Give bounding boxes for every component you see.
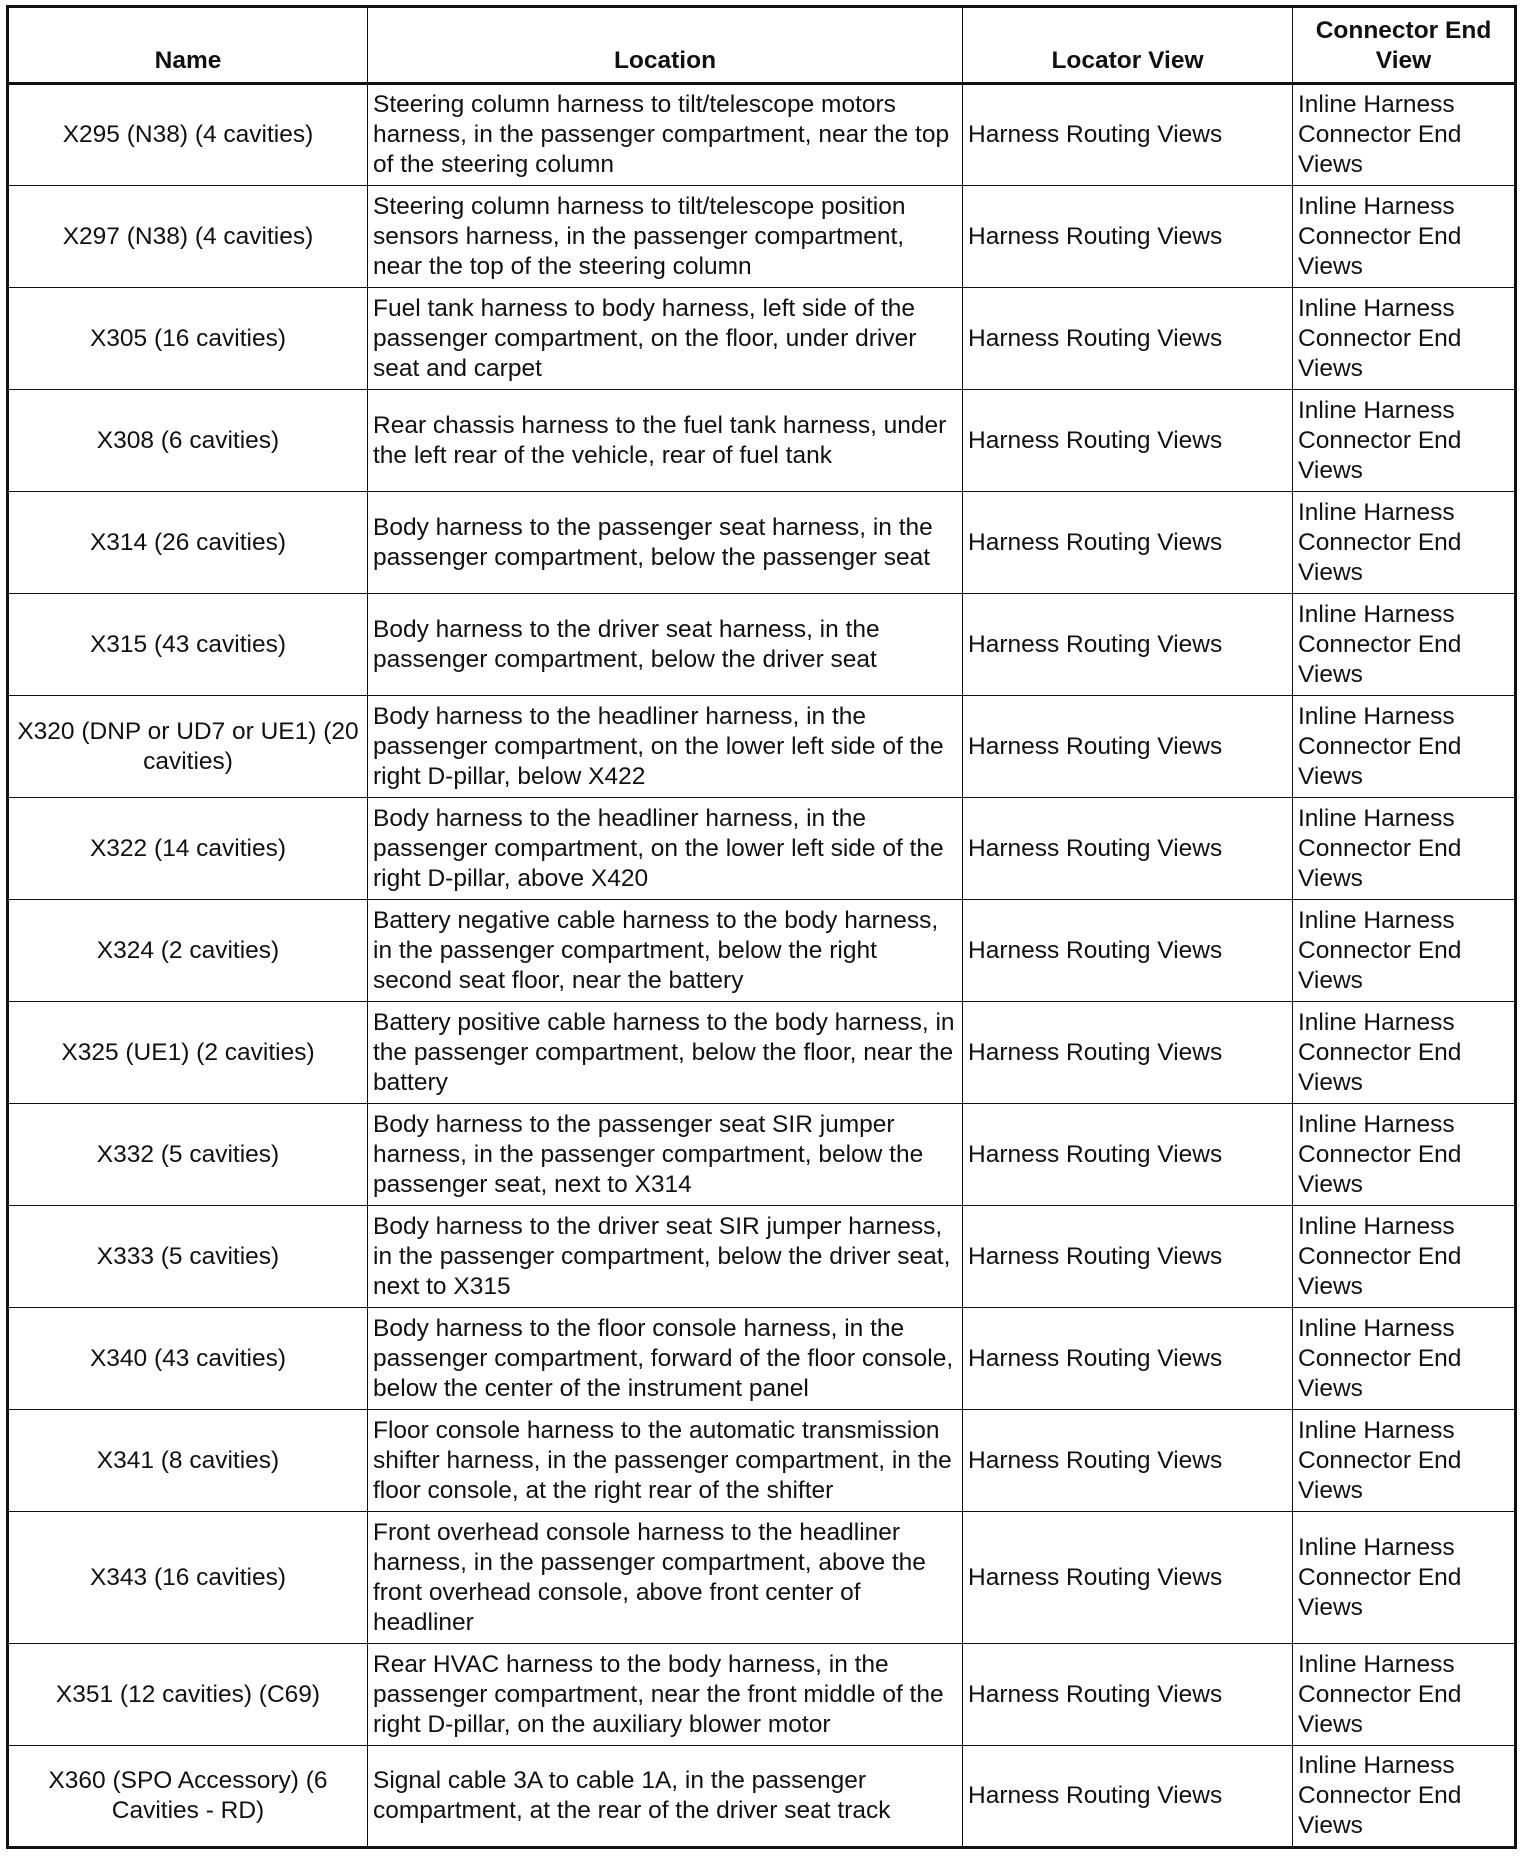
cell-locator-view[interactable]: Harness Routing Views (963, 1308, 1293, 1410)
cell-name: X324 (2 cavities) (8, 900, 368, 1002)
cell-name: X325 (UE1) (2 cavities) (8, 1002, 368, 1104)
cell-locator-view[interactable]: Harness Routing Views (963, 696, 1293, 798)
connector-table-container (6, 5, 1517, 1849)
cell-location: Body harness to the driver seat harness, in the passenger compartment, below the driver seat (368, 594, 963, 696)
cell-locator-view[interactable]: Harness Routing Views (963, 1410, 1293, 1512)
cell-name: X340 (43 cavities) (8, 1308, 368, 1410)
cell-locator-view[interactable]: Harness Routing Views (963, 390, 1293, 492)
cell-name: X332 (5 cavities) (8, 1104, 368, 1206)
cell-connector-end-view[interactable]: Inline Harness Connector End Views (1293, 186, 1516, 288)
cell-location: Fuel tank harness to body harness, left side of the passenger compartment, on the floor, under driver seat and carpet (368, 288, 963, 390)
cell-location: Body harness to the passenger seat SIR jumper harness, in the passenger compartment, below the passenger seat, next to X314 (368, 1104, 963, 1206)
cell-location: Rear chassis harness to the fuel tank harness, under the left rear of the vehicle, rear of fuel tank (368, 390, 963, 492)
cell-locator-view[interactable]: Harness Routing Views (963, 798, 1293, 900)
cell-connector-end-view[interactable]: Inline Harness Connector End Views (1293, 594, 1516, 696)
table-row (8, 1644, 1516, 1746)
cell-name: X343 (16 cavities) (8, 1512, 368, 1644)
cell-connector-end-view[interactable]: Inline Harness Connector End Views (1293, 492, 1516, 594)
cell-connector-end-view[interactable]: Inline Harness Connector End Views (1293, 1308, 1516, 1410)
header-name: Name (8, 7, 368, 84)
header-locator-view: Locator View (963, 7, 1293, 84)
cell-name: X305 (16 cavities) (8, 288, 368, 390)
cell-location: Body harness to the headliner harness, in the passenger compartment, on the lower left side of the right D-pillar, below X422 (368, 696, 963, 798)
cell-location: Front overhead console harness to the headliner harness, in the passenger compartment, above the front overhead console, above front center of headliner (368, 1512, 963, 1644)
cell-name: X315 (43 cavities) (8, 594, 368, 696)
table-header-row (8, 7, 1516, 84)
table-body (8, 84, 1516, 1848)
table-row (8, 1308, 1516, 1410)
cell-name: X360 (SPO Accessory) (6 Cavities - RD) (8, 1746, 368, 1848)
cell-name: X351 (12 cavities) (C69) (8, 1644, 368, 1746)
cell-location: Rear HVAC harness to the body harness, in the passenger compartment, near the front middle of the right D-pillar, on the auxiliary blower motor (368, 1644, 963, 1746)
cell-locator-view[interactable]: Harness Routing Views (963, 1104, 1293, 1206)
cell-name: X297 (N38) (4 cavities) (8, 186, 368, 288)
cell-location: Body harness to the floor console harness, in the passenger compartment, forward of the floor console, below the center of the instrument panel (368, 1308, 963, 1410)
cell-name: X314 (26 cavities) (8, 492, 368, 594)
cell-locator-view[interactable]: Harness Routing Views (963, 1002, 1293, 1104)
cell-connector-end-view[interactable]: Inline Harness Connector End Views (1293, 1206, 1516, 1308)
cell-connector-end-view[interactable]: Inline Harness Connector End Views (1293, 798, 1516, 900)
cell-connector-end-view[interactable]: Inline Harness Connector End Views (1293, 84, 1516, 186)
cell-name: X295 (N38) (4 cavities) (8, 84, 368, 186)
cell-location: Signal cable 3A to cable 1A, in the passenger compartment, at the rear of the driver seat track (368, 1746, 963, 1848)
header-connector-end-view: Connector End View (1293, 7, 1516, 84)
cell-connector-end-view[interactable]: Inline Harness Connector End Views (1293, 390, 1516, 492)
table-row (8, 1410, 1516, 1512)
cell-locator-view[interactable]: Harness Routing Views (963, 594, 1293, 696)
cell-locator-view[interactable]: Harness Routing Views (963, 492, 1293, 594)
cell-locator-view[interactable]: Harness Routing Views (963, 1512, 1293, 1644)
cell-connector-end-view[interactable]: Inline Harness Connector End Views (1293, 1512, 1516, 1644)
cell-locator-view[interactable]: Harness Routing Views (963, 1206, 1293, 1308)
table-row (8, 1746, 1516, 1848)
cell-locator-view[interactable]: Harness Routing Views (963, 288, 1293, 390)
cell-name: X308 (6 cavities) (8, 390, 368, 492)
cell-location: Body harness to the driver seat SIR jumper harness, in the passenger compartment, below the driver seat, next to X315 (368, 1206, 963, 1308)
cell-connector-end-view[interactable]: Inline Harness Connector End Views (1293, 696, 1516, 798)
connector-table (6, 5, 1517, 1849)
cell-locator-view[interactable]: Harness Routing Views (963, 186, 1293, 288)
table-row (8, 186, 1516, 288)
cell-name: X341 (8 cavities) (8, 1410, 368, 1512)
cell-connector-end-view[interactable]: Inline Harness Connector End Views (1293, 1002, 1516, 1104)
table-row (8, 696, 1516, 798)
cell-name: X322 (14 cavities) (8, 798, 368, 900)
table-row (8, 798, 1516, 900)
cell-location: Body harness to the headliner harness, in the passenger compartment, on the lower left side of the right D-pillar, above X420 (368, 798, 963, 900)
cell-connector-end-view[interactable]: Inline Harness Connector End Views (1293, 1104, 1516, 1206)
table-row (8, 1206, 1516, 1308)
cell-connector-end-view[interactable]: Inline Harness Connector End Views (1293, 288, 1516, 390)
cell-name: X320 (DNP or UD7 or UE1) (20 cavities) (8, 696, 368, 798)
cell-connector-end-view[interactable]: Inline Harness Connector End Views (1293, 1410, 1516, 1512)
table-row (8, 288, 1516, 390)
table-row (8, 1512, 1516, 1644)
table-row (8, 1002, 1516, 1104)
cell-connector-end-view[interactable]: Inline Harness Connector End Views (1293, 900, 1516, 1002)
table-row (8, 1104, 1516, 1206)
table-row (8, 390, 1516, 492)
cell-connector-end-view[interactable]: Inline Harness Connector End Views (1293, 1746, 1516, 1848)
cell-location: Floor console harness to the automatic transmission shifter harness, in the passenger compartment, in the floor console, at the right rear of the shifter (368, 1410, 963, 1512)
table-row (8, 492, 1516, 594)
cell-location: Steering column harness to tilt/telescope motors harness, in the passenger compartment, near the top of the steering column (368, 84, 963, 186)
table-row (8, 84, 1516, 186)
header-location: Location (368, 7, 963, 84)
table-row (8, 900, 1516, 1002)
cell-location: Battery positive cable harness to the body harness, in the passenger compartment, below the floor, near the battery (368, 1002, 963, 1104)
table-row (8, 594, 1516, 696)
cell-locator-view[interactable]: Harness Routing Views (963, 900, 1293, 1002)
cell-connector-end-view[interactable]: Inline Harness Connector End Views (1293, 1644, 1516, 1746)
cell-locator-view[interactable]: Harness Routing Views (963, 1746, 1293, 1848)
cell-location: Body harness to the passenger seat harness, in the passenger compartment, below the passenger seat (368, 492, 963, 594)
cell-name: X333 (5 cavities) (8, 1206, 368, 1308)
cell-locator-view[interactable]: Harness Routing Views (963, 1644, 1293, 1746)
cell-locator-view[interactable]: Harness Routing Views (963, 84, 1293, 186)
cell-location: Battery negative cable harness to the body harness, in the passenger compartment, below the right second seat floor, near the battery (368, 900, 963, 1002)
cell-location: Steering column harness to tilt/telescope position sensors harness, in the passenger compartment, near the top of the steering column (368, 186, 963, 288)
